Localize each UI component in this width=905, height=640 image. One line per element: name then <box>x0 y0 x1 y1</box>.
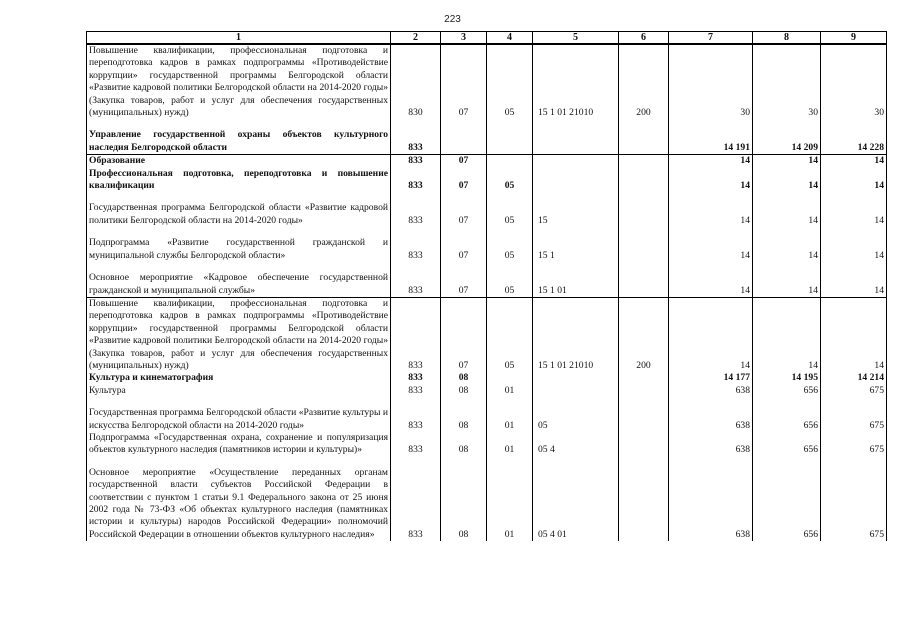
expense-type-cell <box>619 155 669 168</box>
expense-type-cell: 200 <box>619 297 669 372</box>
expense-type-cell <box>619 467 669 541</box>
section-code-cell: 08 <box>441 372 487 384</box>
spacer-row <box>87 119 887 129</box>
target-article-cell: 15 1 01 21010 <box>533 44 619 119</box>
row-name-cell: Повышение квалификации, профессиональная подготовка и переподготовка кадров в рамках подпрограммы «Противодействие коррупции» государственной программы Белгородской области «Развитие кадровой политики Белгородской области на 2014-2020 годы» (Закупка товаров, работ и услуг для обеспечения государственных (муниципальных) нужд) <box>87 44 391 119</box>
row-name-cell: Повышение квалификации, профессиональная подготовка и переподготовка кадров в рамках подпрограммы «Противодействие коррупции» государственной программы Белгородской области «Развитие кадровой политики Белгородской области на 2014-2020 годы» (Закупка товаров, работ и услуг для обеспечения государственных (муниципальных) нужд) <box>87 297 391 372</box>
amount-col9-cell: 14 228 <box>821 129 887 154</box>
amount-col7-cell: 14 <box>669 272 753 297</box>
column-header: 1 <box>87 32 391 45</box>
row-name-cell: Образование <box>87 155 391 168</box>
ved-code-cell: 833 <box>391 272 441 297</box>
spacer-cell <box>87 119 391 129</box>
row-name-cell: Культура и кинематография <box>87 372 391 384</box>
spacer-cell <box>821 192 887 202</box>
spacer-cell <box>487 397 533 407</box>
subsection-code-cell: 01 <box>487 407 533 432</box>
page-number: 223 <box>444 14 461 25</box>
column-header: 2 <box>391 32 441 45</box>
ved-code-cell: 833 <box>391 237 441 262</box>
amount-col8-cell: 14 <box>753 272 821 297</box>
section-code-cell: 08 <box>441 467 487 541</box>
target-article-cell <box>533 385 619 397</box>
spacer-cell <box>391 397 441 407</box>
spacer-cell <box>87 227 391 237</box>
spacer-cell <box>821 262 887 272</box>
amount-col8-cell: 14 <box>753 202 821 227</box>
table-row <box>87 168 887 193</box>
subsection-code-cell: 05 <box>487 44 533 119</box>
amount-col8-cell: 14 <box>753 297 821 372</box>
spacer-cell <box>487 227 533 237</box>
table-row <box>87 372 887 384</box>
amount-col7-cell: 14 191 <box>669 129 753 154</box>
ved-code-cell: 833 <box>391 202 441 227</box>
section-code-cell <box>441 129 487 154</box>
target-article-cell: 05 4 01 <box>533 467 619 541</box>
section-code-cell: 07 <box>441 168 487 193</box>
subsection-code-cell: 05 <box>487 272 533 297</box>
row-name-cell: Государственная программа Белгородской области «Развитие культуры и искусства Белгородской области на 2014-2020 годы» <box>87 407 391 432</box>
amount-col9-cell: 14 214 <box>821 372 887 384</box>
spacer-cell <box>441 119 487 129</box>
expense-type-cell <box>619 407 669 432</box>
ved-code-cell: 833 <box>391 432 441 457</box>
row-name-cell: Основное мероприятие «Кадровое обеспечение государственной гражданской и муниципальной службы» <box>87 272 391 297</box>
amount-col7-cell: 14 <box>669 297 753 372</box>
amount-col8-cell: 14 209 <box>753 129 821 154</box>
budget-table <box>86 31 887 541</box>
spacer-cell <box>669 397 753 407</box>
spacer-cell <box>441 457 487 467</box>
amount-col8-cell: 14 <box>753 155 821 168</box>
amount-col7-cell: 638 <box>669 385 753 397</box>
spacer-cell <box>821 119 887 129</box>
spacer-cell <box>441 397 487 407</box>
spacer-cell <box>87 192 391 202</box>
ved-code-cell: 833 <box>391 297 441 372</box>
amount-col8-cell: 656 <box>753 385 821 397</box>
target-article-cell: 15 <box>533 202 619 227</box>
ved-code-cell: 833 <box>391 467 441 541</box>
target-article-cell <box>533 372 619 384</box>
amount-col7-cell: 14 177 <box>669 372 753 384</box>
column-header: 4 <box>487 32 533 45</box>
ved-code-cell: 833 <box>391 385 441 397</box>
amount-col9-cell: 14 <box>821 155 887 168</box>
row-name-cell: Основное мероприятие «Осуществление переданных органам государственной власти субъектов Российской Федерации в соответствии с пунктом 1 статьи 9.1 Федерального закона от 25 июня 2002 года № 73-ФЗ «Об объектах культурного наследия (памятниках истории и культуры) народов Российской Федерации» полномочий Российской Федерации в отношении объектов культурного наследия» <box>87 467 391 541</box>
column-header: 3 <box>441 32 487 45</box>
spacer-row <box>87 192 887 202</box>
amount-col9-cell: 675 <box>821 432 887 457</box>
budget-table-sheet <box>86 31 886 541</box>
ved-code-cell: 833 <box>391 372 441 384</box>
table-row <box>87 297 887 372</box>
subsection-code-cell: 01 <box>487 432 533 457</box>
target-article-cell <box>533 129 619 154</box>
section-code-cell: 07 <box>441 272 487 297</box>
section-code-cell: 07 <box>441 44 487 119</box>
subsection-code-cell: 01 <box>487 385 533 397</box>
target-article-cell: 15 1 01 21010 <box>533 297 619 372</box>
section-code-cell: 08 <box>441 385 487 397</box>
column-header: 7 <box>669 32 753 45</box>
row-name-cell: Подпрограмма «Развитие государственной гражданской и муниципальной службы Белгородской области» <box>87 237 391 262</box>
spacer-cell <box>619 227 669 237</box>
table-row <box>87 272 887 297</box>
spacer-row <box>87 227 887 237</box>
column-header: 8 <box>753 32 821 45</box>
spacer-cell <box>753 457 821 467</box>
subsection-code-cell <box>487 129 533 154</box>
expense-type-cell <box>619 129 669 154</box>
spacer-cell <box>669 457 753 467</box>
row-name-cell: Управление государственной охраны объектов культурного наследия Белгородской области <box>87 129 391 154</box>
spacer-cell <box>533 192 619 202</box>
column-number-row <box>87 32 887 45</box>
spacer-cell <box>87 262 391 272</box>
spacer-cell <box>533 227 619 237</box>
spacer-cell <box>753 262 821 272</box>
expense-type-cell <box>619 202 669 227</box>
section-code-cell: 08 <box>441 432 487 457</box>
target-article-cell: 05 4 <box>533 432 619 457</box>
table-row <box>87 129 887 154</box>
target-article-cell <box>533 168 619 193</box>
subsection-code-cell <box>487 155 533 168</box>
spacer-cell <box>753 227 821 237</box>
spacer-cell <box>487 262 533 272</box>
spacer-row <box>87 457 887 467</box>
column-header: 5 <box>533 32 619 45</box>
spacer-cell <box>669 262 753 272</box>
amount-col9-cell: 675 <box>821 385 887 397</box>
row-name-cell: Профессиональная подготовка, переподготовка и повышение квалификации <box>87 168 391 193</box>
spacer-cell <box>533 457 619 467</box>
spacer-cell <box>619 192 669 202</box>
amount-col9-cell: 30 <box>821 44 887 119</box>
amount-col9-cell: 14 <box>821 202 887 227</box>
spacer-cell <box>669 192 753 202</box>
amount-col7-cell: 14 <box>669 202 753 227</box>
expense-type-cell <box>619 168 669 193</box>
table-body <box>87 44 887 541</box>
section-code-cell: 07 <box>441 237 487 262</box>
target-article-cell: 15 1 <box>533 237 619 262</box>
spacer-row <box>87 397 887 407</box>
spacer-cell <box>821 397 887 407</box>
spacer-cell <box>533 397 619 407</box>
subsection-code-cell: 01 <box>487 467 533 541</box>
ved-code-cell: 833 <box>391 168 441 193</box>
spacer-cell <box>87 397 391 407</box>
amount-col9-cell: 14 <box>821 297 887 372</box>
expense-type-cell <box>619 272 669 297</box>
spacer-cell <box>753 119 821 129</box>
amount-col7-cell: 30 <box>669 44 753 119</box>
spacer-cell <box>669 119 753 129</box>
amount-col7-cell: 638 <box>669 467 753 541</box>
spacer-cell <box>441 227 487 237</box>
ved-code-cell: 830 <box>391 44 441 119</box>
amount-col8-cell: 656 <box>753 432 821 457</box>
spacer-row <box>87 262 887 272</box>
amount-col8-cell: 656 <box>753 407 821 432</box>
spacer-cell <box>441 262 487 272</box>
expense-type-cell <box>619 385 669 397</box>
amount-col8-cell: 14 <box>753 168 821 193</box>
row-name-cell: Государственная программа Белгородской области «Развитие кадровой политики Белгородской области на 2014-2020 годы» <box>87 202 391 227</box>
amount-col9-cell: 675 <box>821 467 887 541</box>
ved-code-cell: 833 <box>391 407 441 432</box>
amount-col8-cell: 656 <box>753 467 821 541</box>
amount-col7-cell: 14 <box>669 168 753 193</box>
spacer-cell <box>821 457 887 467</box>
amount-col8-cell: 14 <box>753 237 821 262</box>
table-row <box>87 432 887 457</box>
amount-col9-cell: 675 <box>821 407 887 432</box>
expense-type-cell <box>619 432 669 457</box>
spacer-cell <box>487 457 533 467</box>
spacer-cell <box>619 119 669 129</box>
amount-col9-cell: 14 <box>821 237 887 262</box>
table-row <box>87 155 887 168</box>
spacer-cell <box>441 192 487 202</box>
amount-col7-cell: 14 <box>669 237 753 262</box>
expense-type-cell <box>619 237 669 262</box>
ved-code-cell: 833 <box>391 129 441 154</box>
spacer-cell <box>487 192 533 202</box>
spacer-cell <box>753 192 821 202</box>
spacer-cell <box>533 119 619 129</box>
section-code-cell: 07 <box>441 297 487 372</box>
amount-col7-cell: 638 <box>669 407 753 432</box>
target-article-cell <box>533 155 619 168</box>
spacer-cell <box>753 397 821 407</box>
table-row <box>87 44 887 119</box>
spacer-cell <box>391 457 441 467</box>
spacer-cell <box>391 227 441 237</box>
table-row <box>87 467 887 541</box>
amount-col7-cell: 638 <box>669 432 753 457</box>
spacer-cell <box>533 262 619 272</box>
target-article-cell: 15 1 01 <box>533 272 619 297</box>
expense-type-cell <box>619 372 669 384</box>
amount-col9-cell: 14 <box>821 272 887 297</box>
spacer-cell <box>391 262 441 272</box>
spacer-cell <box>821 227 887 237</box>
table-row <box>87 202 887 227</box>
row-name-cell: Подпрограмма «Государственная охрана, сохранение и популяризация объектов культурного наследия (памятников истории и культуры)» <box>87 432 391 457</box>
amount-col7-cell: 14 <box>669 155 753 168</box>
section-code-cell: 07 <box>441 155 487 168</box>
subsection-code-cell: 05 <box>487 168 533 193</box>
column-header: 6 <box>619 32 669 45</box>
ved-code-cell: 833 <box>391 155 441 168</box>
subsection-code-cell: 05 <box>487 297 533 372</box>
expense-type-cell: 200 <box>619 44 669 119</box>
amount-col8-cell: 14 195 <box>753 372 821 384</box>
spacer-cell <box>391 119 441 129</box>
table-row <box>87 237 887 262</box>
section-code-cell: 08 <box>441 407 487 432</box>
target-article-cell: 05 <box>533 407 619 432</box>
table-row <box>87 407 887 432</box>
spacer-cell <box>619 457 669 467</box>
spacer-cell <box>487 119 533 129</box>
spacer-cell <box>619 397 669 407</box>
spacer-cell <box>669 227 753 237</box>
section-code-cell: 07 <box>441 202 487 227</box>
subsection-code-cell: 05 <box>487 202 533 227</box>
table-row <box>87 385 887 397</box>
row-name-cell: Культура <box>87 385 391 397</box>
subsection-code-cell: 05 <box>487 237 533 262</box>
column-header: 9 <box>821 32 887 45</box>
spacer-cell <box>87 457 391 467</box>
subsection-code-cell <box>487 372 533 384</box>
amount-col8-cell: 30 <box>753 44 821 119</box>
amount-col9-cell: 14 <box>821 168 887 193</box>
spacer-cell <box>619 262 669 272</box>
spacer-cell <box>391 192 441 202</box>
